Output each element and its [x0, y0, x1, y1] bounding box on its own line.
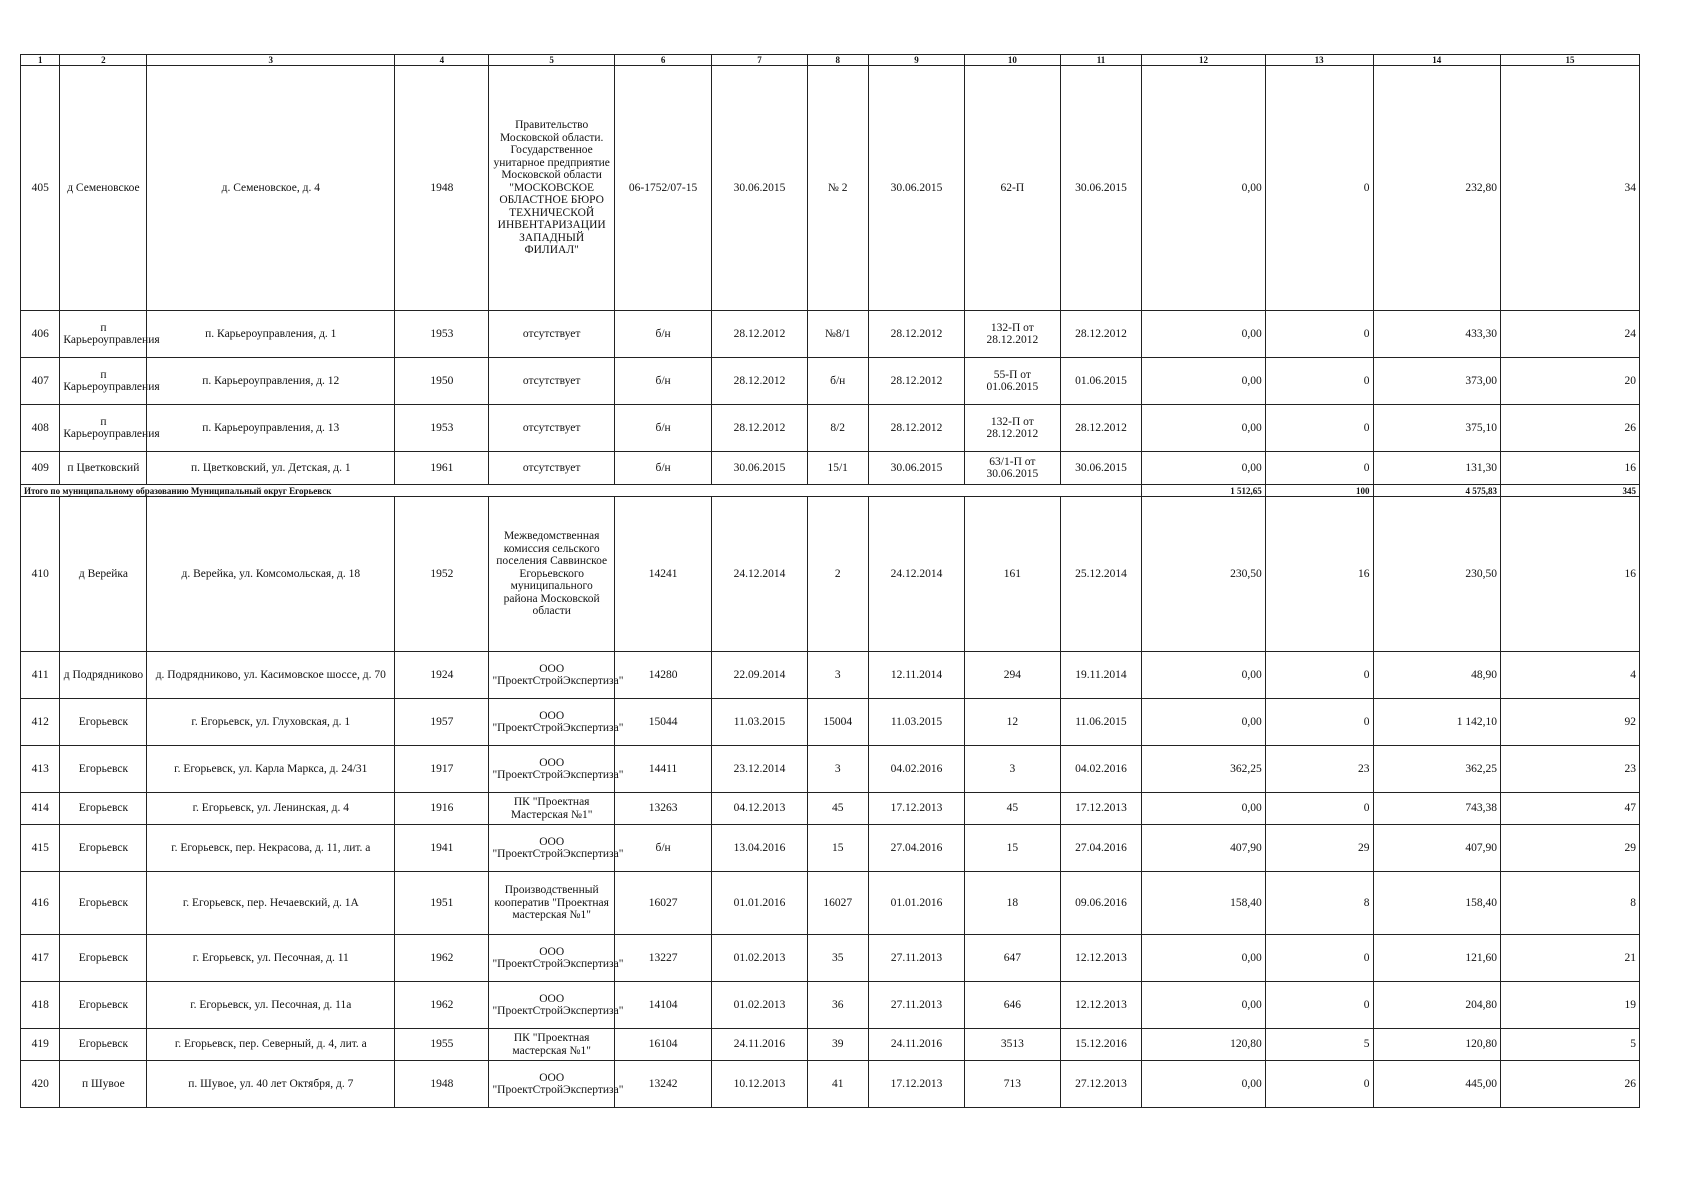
table-row	[21, 405, 1640, 452]
table-cell: 15044	[614, 699, 711, 746]
table-cell: 407,90	[1142, 825, 1265, 872]
table-cell: 362,25	[1142, 746, 1265, 793]
table-cell: 01.02.2013	[712, 982, 807, 1029]
table-row	[21, 311, 1640, 358]
table-cell: ООО "ПроектСтройЭкспертиза"	[489, 825, 614, 872]
table-cell: 646	[965, 982, 1060, 1029]
table-row	[21, 982, 1640, 1029]
table-cell: 743,38	[1373, 793, 1500, 825]
table-cell: 0	[1265, 935, 1373, 982]
table-cell: 8/2	[807, 405, 868, 452]
column-number: 9	[868, 55, 964, 66]
table-cell: ООО "ПроектСтройЭкспертиза"	[489, 746, 614, 793]
table-cell: 20	[1500, 358, 1639, 405]
table-cell: б/н	[614, 311, 711, 358]
table-cell: 45	[807, 793, 868, 825]
table-cell: 36	[807, 982, 868, 1029]
table-cell: 417	[21, 935, 60, 982]
table-cell: 28.12.2012	[868, 405, 964, 452]
table-cell: 35	[807, 935, 868, 982]
table-cell: 10.12.2013	[712, 1061, 807, 1108]
table-cell: 16027	[807, 872, 868, 935]
table-cell: 0	[1265, 982, 1373, 1029]
table-cell: б/н	[614, 452, 711, 485]
table-cell: 411	[21, 652, 60, 699]
table-cell: Егорьевск	[60, 935, 147, 982]
table-cell: 28.12.2012	[1060, 405, 1142, 452]
table-cell: п. Карьероуправления, д. 13	[147, 405, 395, 452]
table-cell: отсутствует	[489, 405, 614, 452]
table-cell: 16	[1500, 497, 1639, 652]
table-cell: 1962	[395, 982, 489, 1029]
table-cell: 419	[21, 1029, 60, 1061]
table-cell: п Карьероуправления	[60, 311, 147, 358]
column-number: 11	[1060, 55, 1142, 66]
table-cell: 0,00	[1142, 66, 1265, 311]
table-cell: 1953	[395, 311, 489, 358]
table-cell: 28.12.2012	[712, 358, 807, 405]
column-number: 2	[60, 55, 147, 66]
table-row	[21, 935, 1640, 982]
table-cell: 14104	[614, 982, 711, 1029]
table-cell: 13263	[614, 793, 711, 825]
table-cell: 92	[1500, 699, 1639, 746]
table-cell: г. Егорьевск, ул. Карла Маркса, д. 24/31	[147, 746, 395, 793]
table-cell: 0	[1265, 358, 1373, 405]
total-value: 1 512,65	[1142, 485, 1265, 497]
column-number: 10	[965, 55, 1060, 66]
table-cell: 0,00	[1142, 405, 1265, 452]
table-row	[21, 358, 1640, 405]
table-cell: 445,00	[1373, 1061, 1500, 1108]
table-body	[21, 55, 1640, 1108]
table-cell: 0	[1265, 793, 1373, 825]
table-cell: Егорьевск	[60, 982, 147, 1029]
table-cell: д. Семеновское, д. 4	[147, 66, 395, 311]
table-cell: 2	[807, 497, 868, 652]
table-cell: г. Егорьевск, пер. Северный, д. 4, лит. а	[147, 1029, 395, 1061]
table-cell: 405	[21, 66, 60, 311]
table-cell: отсутствует	[489, 311, 614, 358]
table-cell: 04.12.2013	[712, 793, 807, 825]
table-cell: 27.11.2013	[868, 982, 964, 1029]
table-cell: 24.12.2014	[712, 497, 807, 652]
table-cell: п. Шувое, ул. 40 лет Октября, д. 7	[147, 1061, 395, 1108]
table-cell: 30.06.2015	[1060, 452, 1142, 485]
table-cell: 41	[807, 1061, 868, 1108]
table-cell: 5	[1500, 1029, 1639, 1061]
total-value: 4 575,83	[1373, 485, 1500, 497]
table-cell: 04.02.2016	[868, 746, 964, 793]
table-cell: 204,80	[1373, 982, 1500, 1029]
table-cell: 3	[807, 746, 868, 793]
table-cell: 0,00	[1142, 652, 1265, 699]
table-cell: 1961	[395, 452, 489, 485]
table-cell: 131,30	[1373, 452, 1500, 485]
table-cell: 0,00	[1142, 358, 1265, 405]
table-cell: 14280	[614, 652, 711, 699]
table-cell: 0	[1265, 311, 1373, 358]
table-cell: 4	[1500, 652, 1639, 699]
table-cell: Правительство Московской области. Государственное унитарное предприятие Московской области "МОСКОВСКОЕ ОБЛАСТНОЕ БЮРО ТЕХНИЧЕСКОЙ ИНВЕНТАРИЗАЦИИ ЗАПАДНЫЙ ФИЛИАЛ"	[489, 66, 614, 311]
table-cell: 0,00	[1142, 935, 1265, 982]
table-cell: 647	[965, 935, 1060, 982]
table-cell: б/н	[614, 358, 711, 405]
table-cell: 418	[21, 982, 60, 1029]
table-cell: 1948	[395, 66, 489, 311]
table-cell: п Цветковский	[60, 452, 147, 485]
table-cell: г. Егорьевск, ул. Глуховская, д. 1	[147, 699, 395, 746]
table-cell: 45	[965, 793, 1060, 825]
table-cell: 420	[21, 1061, 60, 1108]
table-cell: д. Верейка, ул. Комсомольская, д. 18	[147, 497, 395, 652]
table-cell: 433,30	[1373, 311, 1500, 358]
column-number: 12	[1142, 55, 1265, 66]
table-cell: п Шувое	[60, 1061, 147, 1108]
table-row	[21, 1029, 1640, 1061]
table-cell: 55-П от 01.06.2015	[965, 358, 1060, 405]
table-cell: 29	[1500, 825, 1639, 872]
table-cell: Егорьевск	[60, 699, 147, 746]
table-cell: 28.12.2012	[712, 311, 807, 358]
table-cell: 0,00	[1142, 793, 1265, 825]
table-cell: отсутствует	[489, 358, 614, 405]
table-cell: п Карьероуправления	[60, 358, 147, 405]
table-cell: 120,80	[1142, 1029, 1265, 1061]
table-cell: 1941	[395, 825, 489, 872]
column-number: 13	[1265, 55, 1373, 66]
total-value: 100	[1265, 485, 1373, 497]
column-number: 7	[712, 55, 807, 66]
table-cell: 3513	[965, 1029, 1060, 1061]
table-cell: 406	[21, 311, 60, 358]
table-row	[21, 746, 1640, 793]
table-cell: 24.12.2014	[868, 497, 964, 652]
column-number: 3	[147, 55, 395, 66]
table-cell: 09.06.2016	[1060, 872, 1142, 935]
table-cell: 12.12.2013	[1060, 935, 1142, 982]
table-cell: 18	[965, 872, 1060, 935]
table-cell: 29	[1265, 825, 1373, 872]
table-cell: п. Цветковский, ул. Детская, д. 1	[147, 452, 395, 485]
table-cell: ООО "ПроектСтройЭкспертиза"	[489, 982, 614, 1029]
table-cell: 0	[1265, 652, 1373, 699]
column-number: 8	[807, 55, 868, 66]
table-cell: 413	[21, 746, 60, 793]
table-cell: 47	[1500, 793, 1639, 825]
table-cell: №8/1	[807, 311, 868, 358]
table-cell: 412	[21, 699, 60, 746]
table-cell: 23	[1265, 746, 1373, 793]
table-cell: 04.02.2016	[1060, 746, 1142, 793]
table-cell: 230,50	[1373, 497, 1500, 652]
table-cell: 1955	[395, 1029, 489, 1061]
table-cell: 12.12.2013	[1060, 982, 1142, 1029]
table-cell: 13.04.2016	[712, 825, 807, 872]
table-cell: г. Егорьевск, ул. Песочная, д. 11	[147, 935, 395, 982]
table-cell: Егорьевск	[60, 825, 147, 872]
table-cell: 21	[1500, 935, 1639, 982]
table-cell: 30.06.2015	[1060, 66, 1142, 311]
table-cell: 30.06.2015	[712, 452, 807, 485]
table-row	[21, 652, 1640, 699]
table-cell: ПК "Проектная Мастерская №1"	[489, 793, 614, 825]
table-cell: д Подрядниково	[60, 652, 147, 699]
table-cell: г. Егорьевск, пер. Нечаевский, д. 1А	[147, 872, 395, 935]
table-cell: Егорьевск	[60, 872, 147, 935]
table-cell: 410	[21, 497, 60, 652]
table-cell: 0,00	[1142, 311, 1265, 358]
table-cell: 3	[807, 652, 868, 699]
table-cell: отсутствует	[489, 452, 614, 485]
table-cell: 0	[1265, 405, 1373, 452]
table-cell: д. Подрядниково, ул. Касимовское шоссе, д. 70	[147, 652, 395, 699]
register-table	[20, 54, 1640, 1108]
table-cell: 158,40	[1373, 872, 1500, 935]
table-cell: 1952	[395, 497, 489, 652]
table-cell: 24	[1500, 311, 1639, 358]
table-cell: 27.12.2013	[1060, 1061, 1142, 1108]
table-cell: п. Карьероуправления, д. 1	[147, 311, 395, 358]
table-cell: 24.11.2016	[868, 1029, 964, 1061]
table-cell: 34	[1500, 66, 1639, 311]
table-cell: 373,00	[1373, 358, 1500, 405]
table-cell: 409	[21, 452, 60, 485]
table-cell: Егорьевск	[60, 746, 147, 793]
table-cell: 14411	[614, 746, 711, 793]
table-cell: 01.02.2013	[712, 935, 807, 982]
table-cell: 0,00	[1142, 699, 1265, 746]
table-cell: ООО "ПроектСтройЭкспертиза"	[489, 935, 614, 982]
table-row	[21, 66, 1640, 311]
total-label: Итого по муниципальному образованию Муниципальный округ Егорьевск	[21, 485, 1142, 497]
table-cell: 0,00	[1142, 1061, 1265, 1108]
table-cell: 416	[21, 872, 60, 935]
table-cell: 15/1	[807, 452, 868, 485]
table-cell: 294	[965, 652, 1060, 699]
table-cell: Межведомственная комиссия сельского поселения Саввинское Егорьевского муниципального района Московской области	[489, 497, 614, 652]
table-cell: 11.03.2015	[868, 699, 964, 746]
total-value: 345	[1500, 485, 1639, 497]
table-row	[21, 452, 1640, 485]
table-cell: 1948	[395, 1061, 489, 1108]
table-cell: 14241	[614, 497, 711, 652]
table-cell: 8	[1265, 872, 1373, 935]
table-cell: 415	[21, 825, 60, 872]
table-cell: 161	[965, 497, 1060, 652]
table-cell: 28.12.2012	[868, 311, 964, 358]
table-cell: г. Егорьевск, пер. Некрасова, д. 11, лит. а	[147, 825, 395, 872]
table-cell: 1962	[395, 935, 489, 982]
table-cell: 0,00	[1142, 982, 1265, 1029]
table-cell: п. Карьероуправления, д. 12	[147, 358, 395, 405]
table-cell: 0,00	[1142, 452, 1265, 485]
table-cell: ООО "ПроектСтройЭкспертиза"	[489, 1061, 614, 1108]
table-cell: 30.06.2015	[868, 452, 964, 485]
table-cell: Егорьевск	[60, 793, 147, 825]
table-cell: 23	[1500, 746, 1639, 793]
table-cell: ООО "ПроектСтройЭкспертиза"	[489, 652, 614, 699]
total-row	[21, 485, 1640, 497]
table-row	[21, 872, 1640, 935]
table-cell: ООО "ПроектСтройЭкспертиза"	[489, 699, 614, 746]
table-cell: 1957	[395, 699, 489, 746]
table-cell: 28.12.2012	[868, 358, 964, 405]
table-cell: б/н	[614, 825, 711, 872]
table-cell: 414	[21, 793, 60, 825]
table-cell: № 2	[807, 66, 868, 311]
table-cell: 16	[1265, 497, 1373, 652]
table-cell: 407	[21, 358, 60, 405]
table-cell: Егорьевск	[60, 1029, 147, 1061]
table-cell: 16104	[614, 1029, 711, 1061]
table-cell: 15.12.2016	[1060, 1029, 1142, 1061]
table-cell: 230,50	[1142, 497, 1265, 652]
table-cell: 30.06.2015	[712, 66, 807, 311]
column-number: 5	[489, 55, 614, 66]
table-cell: 28.12.2012	[712, 405, 807, 452]
column-number: 15	[1500, 55, 1639, 66]
table-cell: 1950	[395, 358, 489, 405]
table-cell: 17.12.2013	[868, 793, 964, 825]
table-cell: 26	[1500, 405, 1639, 452]
table-cell: 15	[807, 825, 868, 872]
table-row	[21, 1061, 1640, 1108]
table-row	[21, 699, 1640, 746]
table-cell: 8	[1500, 872, 1639, 935]
table-cell: 12.11.2014	[868, 652, 964, 699]
table-cell: 407,90	[1373, 825, 1500, 872]
table-cell: д Верейка	[60, 497, 147, 652]
table-cell: 30.06.2015	[868, 66, 964, 311]
column-number: 6	[614, 55, 711, 66]
table-cell: 713	[965, 1061, 1060, 1108]
table-cell: 0	[1265, 452, 1373, 485]
column-number: 4	[395, 55, 489, 66]
table-cell: 01.01.2016	[712, 872, 807, 935]
table-cell: 1953	[395, 405, 489, 452]
table-cell: б/н	[614, 405, 711, 452]
table-cell: 26	[1500, 1061, 1639, 1108]
table-cell: 1916	[395, 793, 489, 825]
table-cell: 362,25	[1373, 746, 1500, 793]
table-cell: 1924	[395, 652, 489, 699]
table-cell: 39	[807, 1029, 868, 1061]
table-cell: 01.06.2015	[1060, 358, 1142, 405]
table-cell: 24.11.2016	[712, 1029, 807, 1061]
table-cell: 23.12.2014	[712, 746, 807, 793]
table-cell: 27.11.2013	[868, 935, 964, 982]
table-cell: 01.01.2016	[868, 872, 964, 935]
table-cell: 121,60	[1373, 935, 1500, 982]
table-cell: 15	[965, 825, 1060, 872]
table-cell: 375,10	[1373, 405, 1500, 452]
table-cell: 12	[965, 699, 1060, 746]
table-cell: 17.12.2013	[1060, 793, 1142, 825]
table-cell: 25.12.2014	[1060, 497, 1142, 652]
table-cell: Производственный кооператив "Проектная мастерская №1"	[489, 872, 614, 935]
column-number-row	[21, 55, 1640, 66]
table-cell: 13242	[614, 1061, 711, 1108]
table-cell: б/н	[807, 358, 868, 405]
table-cell: 120,80	[1373, 1029, 1500, 1061]
column-number: 1	[21, 55, 60, 66]
table-cell: 28.12.2012	[1060, 311, 1142, 358]
table-cell: 232,80	[1373, 66, 1500, 311]
table-cell: г. Егорьевск, ул. Песочная, д. 11а	[147, 982, 395, 1029]
table-cell: 408	[21, 405, 60, 452]
table-cell: 27.04.2016	[868, 825, 964, 872]
table-cell: 13227	[614, 935, 711, 982]
table-cell: 1951	[395, 872, 489, 935]
table-cell: д Семеновское	[60, 66, 147, 311]
column-number: 14	[1373, 55, 1500, 66]
table-cell: 16027	[614, 872, 711, 935]
table-cell: 27.04.2016	[1060, 825, 1142, 872]
table-cell: 5	[1265, 1029, 1373, 1061]
table-cell: 3	[965, 746, 1060, 793]
table-cell: 158,40	[1142, 872, 1265, 935]
table-cell: г. Егорьевск, ул. Ленинская, д. 4	[147, 793, 395, 825]
table-cell: 0	[1265, 66, 1373, 311]
table-cell: 0	[1265, 699, 1373, 746]
table-cell: п Карьероуправления	[60, 405, 147, 452]
table-row	[21, 497, 1640, 652]
table-cell: ПК "Проектная мастерская №1"	[489, 1029, 614, 1061]
table-cell: 63/1-П от 30.06.2015	[965, 452, 1060, 485]
table-cell: 0	[1265, 1061, 1373, 1108]
table-cell: 19	[1500, 982, 1639, 1029]
table-cell: 19.11.2014	[1060, 652, 1142, 699]
table-cell: 11.06.2015	[1060, 699, 1142, 746]
table-cell: 15004	[807, 699, 868, 746]
table-cell: 17.12.2013	[868, 1061, 964, 1108]
table-cell: 132-П от 28.12.2012	[965, 311, 1060, 358]
table-cell: 132-П от 28.12.2012	[965, 405, 1060, 452]
table-row	[21, 793, 1640, 825]
table-cell: 62-П	[965, 66, 1060, 311]
table-row	[21, 825, 1640, 872]
table-cell: 11.03.2015	[712, 699, 807, 746]
table-cell: 1917	[395, 746, 489, 793]
table-cell: 1 142,10	[1373, 699, 1500, 746]
table-cell: 16	[1500, 452, 1639, 485]
table-cell: 48,90	[1373, 652, 1500, 699]
table-cell: 06-1752/07-15	[614, 66, 711, 311]
table-cell: 22.09.2014	[712, 652, 807, 699]
